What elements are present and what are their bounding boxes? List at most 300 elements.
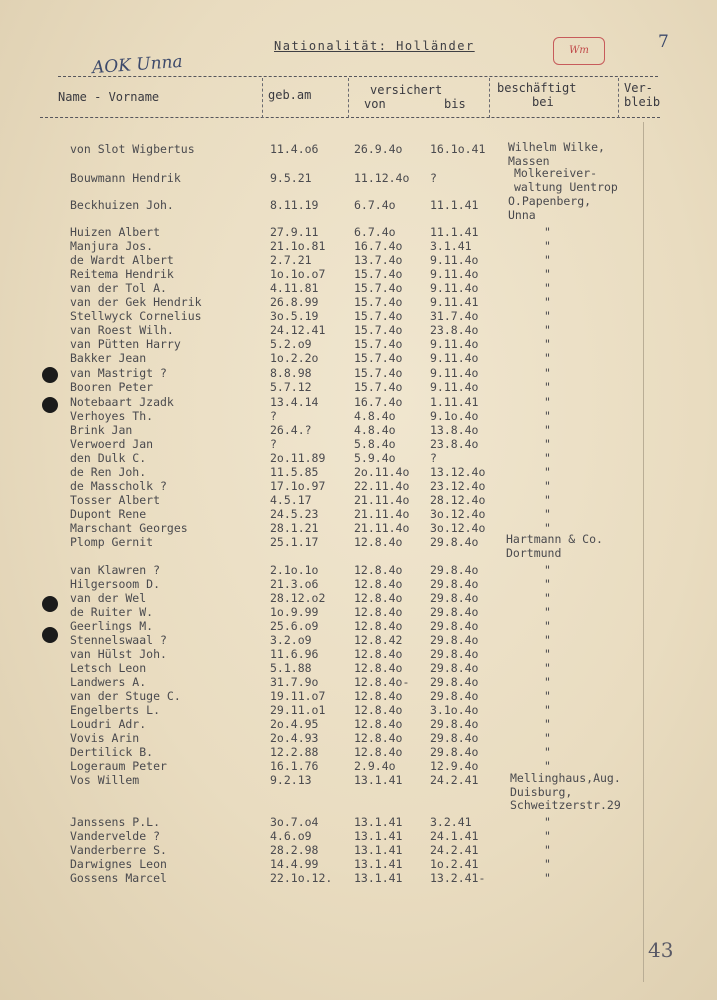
insured-from: 15.7.4o xyxy=(354,366,403,380)
ditto-mark xyxy=(0,409,717,423)
ditto-mark xyxy=(0,647,717,661)
ditto-mark xyxy=(0,366,717,380)
birth-date: 4.6.o9 xyxy=(270,829,312,843)
insured-from: 12.8.4o xyxy=(354,619,403,633)
ditto-mark xyxy=(0,437,717,451)
birth-date: 29.11.o1 xyxy=(270,703,326,717)
employer-entry xyxy=(508,141,605,168)
insured-to: 29.8.4o xyxy=(430,731,479,745)
person-name: Dupont Rene xyxy=(70,507,147,521)
ditto-mark xyxy=(0,253,717,267)
insured-from: 15.7.4o xyxy=(354,380,403,394)
person-name: Vovis Arin xyxy=(70,731,140,745)
header-employer: bei xyxy=(532,95,554,109)
insured-to: 9.11.4o xyxy=(430,337,479,351)
ditto-symbol: " xyxy=(544,309,551,323)
ditto-symbol: " xyxy=(544,323,551,337)
ditto-symbol: " xyxy=(544,843,551,857)
insured-from: 15.7.4o xyxy=(354,281,403,295)
header-whereabouts-2: bleib xyxy=(624,95,661,109)
person-name: van der Gek Hendrik xyxy=(70,295,202,309)
insured-from: 15.7.4o xyxy=(354,295,403,309)
ditto-mark xyxy=(0,745,717,759)
ditto-mark xyxy=(0,521,717,535)
ditto-symbol: " xyxy=(544,605,551,619)
punch-hole xyxy=(42,367,58,383)
ditto-symbol: " xyxy=(544,395,551,409)
header-bottom-rule xyxy=(40,117,660,118)
person-name: van Roest Wilh. xyxy=(70,323,174,337)
birth-date: 2o.4.95 xyxy=(270,717,319,731)
birth-date: 21.3.o6 xyxy=(270,577,319,591)
header-birthdate: geb.am xyxy=(268,88,312,102)
table-row xyxy=(0,198,717,212)
birth-date: 9.2.13 xyxy=(270,773,312,787)
person-name: Bouwmann Hendrik xyxy=(70,171,181,185)
birth-date: 2o.4.93 xyxy=(270,731,319,745)
insured-to: 1o.2.41 xyxy=(430,857,479,871)
insured-from: 13.1.41 xyxy=(354,773,403,787)
insured-from: 12.8.42 xyxy=(354,633,403,647)
ditto-mark xyxy=(0,451,717,465)
person-name: Dertilick B. xyxy=(70,745,154,759)
ditto-mark xyxy=(0,337,717,351)
insured-to: 11.1.41 xyxy=(430,225,479,239)
ditto-mark xyxy=(0,843,717,857)
insured-to: 11.1.41 xyxy=(430,198,479,212)
ditto-mark xyxy=(0,689,717,703)
insured-from: 12.8.4o xyxy=(354,535,403,549)
handwritten-aok-note: AOK Unna xyxy=(91,51,184,79)
birth-date: 24.5.23 xyxy=(270,507,319,521)
birth-date: 9.5.21 xyxy=(270,171,312,185)
insured-to: 3.2.41 xyxy=(430,815,472,829)
ditto-mark xyxy=(0,281,717,295)
person-name: Bakker Jean xyxy=(70,351,147,365)
birth-date: 11.5.85 xyxy=(270,465,319,479)
ditto-symbol: " xyxy=(544,577,551,591)
insured-to: 9.11.4o xyxy=(430,281,479,295)
column-divider xyxy=(618,78,619,118)
employer-line: Duisburg, xyxy=(510,784,573,799)
ditto-symbol: " xyxy=(544,815,551,829)
birth-date: 1o.2.2o xyxy=(270,351,319,365)
insured-from: 12.8.4o xyxy=(354,563,403,577)
birth-date: 1o.1o.o7 xyxy=(270,267,326,281)
insured-to: 29.8.4o xyxy=(430,675,479,689)
insured-to: 24.2.41 xyxy=(430,843,479,857)
header-top-rule xyxy=(58,76,658,77)
insured-from: 13.1.41 xyxy=(354,871,403,885)
insured-from: 13.1.41 xyxy=(354,829,403,843)
employer-line: Schweitzerstr.29 xyxy=(510,798,621,812)
person-name: Geerlings M. xyxy=(70,619,154,633)
birth-date: 13.4.14 xyxy=(270,395,319,409)
insured-from: 12.8.4o xyxy=(354,577,403,591)
ditto-symbol: " xyxy=(544,689,551,703)
person-name: de Masscholk ? xyxy=(70,479,167,493)
ditto-mark xyxy=(0,479,717,493)
punch-hole xyxy=(42,397,58,413)
insured-to: 16.1o.41 xyxy=(430,142,486,156)
ditto-symbol: " xyxy=(544,857,551,871)
employer-entry xyxy=(508,195,591,222)
insured-from: 12.8.4o xyxy=(354,703,403,717)
employer-line: Dortmund xyxy=(506,545,562,560)
insured-to: 29.8.4o xyxy=(430,661,479,675)
insured-from: 12.8.4o xyxy=(354,745,403,759)
birth-date: 5.2.o9 xyxy=(270,337,312,351)
person-name: van der Wel xyxy=(70,591,147,605)
ditto-symbol: " xyxy=(544,633,551,647)
person-name: Manjura Jos. xyxy=(70,239,154,253)
insured-from: 21.11.4o xyxy=(354,507,410,521)
insured-to: 3o.12.4o xyxy=(430,521,486,535)
insured-to: 29.8.4o xyxy=(430,633,479,647)
insured-to: 29.8.4o xyxy=(430,535,479,549)
employer-line: Hartmann & Co. xyxy=(506,532,603,546)
ditto-symbol: " xyxy=(544,745,551,759)
column-divider xyxy=(348,78,349,118)
birth-date: 26.8.99 xyxy=(270,295,319,309)
person-name: van der Stuge C. xyxy=(70,689,181,703)
ditto-symbol: " xyxy=(544,591,551,605)
insured-to: 29.8.4o xyxy=(430,563,479,577)
ditto-mark xyxy=(0,380,717,394)
employer-line: Mellinghaus,Aug. xyxy=(510,771,621,785)
employer-line: Molkereiver- xyxy=(514,166,598,180)
ditto-symbol: " xyxy=(544,281,551,295)
insured-to: 9.11.41 xyxy=(430,295,479,309)
ditto-symbol: " xyxy=(544,465,551,479)
handwritten-number: 43 xyxy=(648,938,674,962)
person-name: Verhoyes Th. xyxy=(70,409,154,423)
insured-to: 29.8.4o xyxy=(430,647,479,661)
employer-entry xyxy=(514,167,618,194)
punch-hole xyxy=(42,596,58,612)
page-title: Nationalität: Holländer xyxy=(274,39,475,53)
ditto-symbol: " xyxy=(544,337,551,351)
person-name: van Mastrigt ? xyxy=(70,366,167,380)
ditto-mark xyxy=(0,493,717,507)
person-name: Hilgersoom D. xyxy=(70,577,161,591)
birth-date: 8.8.98 xyxy=(270,366,312,380)
insured-to: ? xyxy=(430,451,437,465)
birth-date: 8.11.19 xyxy=(270,198,319,212)
birth-date: 17.1o.97 xyxy=(270,479,326,493)
ditto-mark xyxy=(0,759,717,773)
employer-line: Wilhelm Wilke, xyxy=(508,140,605,154)
insured-to: 3.1.41 xyxy=(430,239,472,253)
header-name: Name - Vorname xyxy=(58,90,160,104)
header-whereabouts: Ver- xyxy=(624,81,653,95)
ditto-mark xyxy=(0,675,717,689)
person-name: Vandervelde ? xyxy=(70,829,161,843)
ditto-mark xyxy=(0,351,717,365)
insured-to: 31.7.4o xyxy=(430,309,479,323)
birth-date: 5.7.12 xyxy=(270,380,312,394)
birth-date: 2o.11.89 xyxy=(270,451,326,465)
insured-to: 29.8.4o xyxy=(430,717,479,731)
insured-from: 6.7.4o xyxy=(354,225,396,239)
person-name: Gossens Marcel xyxy=(70,871,167,885)
insured-from: 4.8.4o xyxy=(354,423,396,437)
birth-date: 11.6.96 xyxy=(270,647,319,661)
person-name: Verwoerd Jan xyxy=(70,437,154,451)
person-name: Loudri Adr. xyxy=(70,717,147,731)
table-row xyxy=(0,532,717,549)
insured-from: 15.7.4o xyxy=(354,323,403,337)
person-name: Beckhuizen Joh. xyxy=(70,198,174,212)
ditto-mark xyxy=(0,871,717,885)
person-name: Stellwyck Cornelius xyxy=(70,309,202,323)
birth-date: 22.1o.12. xyxy=(270,871,333,885)
column-divider xyxy=(262,78,263,118)
header-to: bis xyxy=(444,97,466,111)
birth-date: 28.12.o2 xyxy=(270,591,326,605)
employer-line: waltung Uentrop xyxy=(514,179,618,194)
person-name: van Hülst Joh. xyxy=(70,647,167,661)
person-name: Tosser Albert xyxy=(70,493,161,507)
birth-date: 4.5.17 xyxy=(270,493,312,507)
ditto-mark xyxy=(0,267,717,281)
insured-to: 29.8.4o xyxy=(430,689,479,703)
ditto-symbol: " xyxy=(544,731,551,745)
ditto-mark xyxy=(0,829,717,843)
person-name: Vos Willem xyxy=(70,773,140,787)
birth-date: 26.4.? xyxy=(270,423,312,437)
birth-date: 31.7.9o xyxy=(270,675,319,689)
person-name: Vanderberre S. xyxy=(70,843,167,857)
birth-date: 27.9.11 xyxy=(270,225,319,239)
ditto-mark xyxy=(0,731,717,745)
insured-from: 21.11.4o xyxy=(354,493,410,507)
ditto-mark xyxy=(0,465,717,479)
insured-from: 2o.11.4o xyxy=(354,465,410,479)
insured-from: 15.7.4o xyxy=(354,351,403,365)
ditto-symbol: " xyxy=(544,366,551,380)
birth-date: 14.4.99 xyxy=(270,857,319,871)
ditto-mark xyxy=(0,605,717,619)
birth-date: 24.12.41 xyxy=(270,323,326,337)
insured-from: 13.7.4o xyxy=(354,253,403,267)
insured-from: 12.8.4o xyxy=(354,717,403,731)
person-name: de Wardt Albert xyxy=(70,253,174,267)
employer-line: Massen xyxy=(508,153,550,168)
birth-date: 11.4.o6 xyxy=(270,142,319,156)
employer-line: Unna xyxy=(508,207,536,222)
birth-date: 25.6.o9 xyxy=(270,619,319,633)
person-name: Engelberts L. xyxy=(70,703,161,717)
insured-from: 12.8.4o xyxy=(354,647,403,661)
person-name: Landwers A. xyxy=(70,675,147,689)
person-name: Logeraum Peter xyxy=(70,759,167,773)
employer-entry xyxy=(506,533,603,560)
ditto-symbol: " xyxy=(544,661,551,675)
person-name: den Dulk C. xyxy=(70,451,147,465)
insured-to: 13.2.41- xyxy=(430,871,486,885)
insured-from: 4.8.4o xyxy=(354,409,396,423)
birth-date: 2.7.21 xyxy=(270,253,312,267)
birth-date: 5.1.88 xyxy=(270,661,312,675)
insured-to: 24.2.41 xyxy=(430,773,479,787)
ditto-mark xyxy=(0,591,717,605)
ditto-symbol: " xyxy=(544,437,551,451)
person-name: Janssens P.L. xyxy=(70,815,161,829)
birth-date: 2.1o.1o xyxy=(270,563,319,577)
insured-to: 29.8.4o xyxy=(430,619,479,633)
insured-from: 26.9.4o xyxy=(354,142,403,156)
insured-to: 9.1o.4o xyxy=(430,409,479,423)
insured-from: 6.7.4o xyxy=(354,198,396,212)
insured-from: 12.8.4o xyxy=(354,591,403,605)
page-number: 7 xyxy=(658,32,669,52)
person-name: Booren Peter xyxy=(70,380,154,394)
ditto-symbol: " xyxy=(544,479,551,493)
insured-to: 1.11.41 xyxy=(430,395,479,409)
insured-to: 12.9.4o xyxy=(430,759,479,773)
insured-from: 5.9.4o xyxy=(354,451,396,465)
ditto-symbol: " xyxy=(544,829,551,843)
ditto-mark xyxy=(0,239,717,253)
insured-from: 5.8.4o xyxy=(354,437,396,451)
ditto-symbol: " xyxy=(544,295,551,309)
ditto-mark xyxy=(0,815,717,829)
ditto-symbol: " xyxy=(544,619,551,633)
birth-date: ? xyxy=(270,437,277,451)
insured-to: 29.8.4o xyxy=(430,591,479,605)
ditto-mark xyxy=(0,577,717,591)
birth-date: ? xyxy=(270,409,277,423)
birth-date: 21.1o.81 xyxy=(270,239,326,253)
insured-from: 15.7.4o xyxy=(354,337,403,351)
ditto-mark xyxy=(0,717,717,731)
red-initials-stamp: Wm xyxy=(553,37,605,65)
ditto-symbol: " xyxy=(544,253,551,267)
ditto-symbol: " xyxy=(544,647,551,661)
insured-to: 9.11.4o xyxy=(430,380,479,394)
person-name: van der Tol A. xyxy=(70,281,167,295)
insured-from: 22.11.4o xyxy=(354,479,410,493)
insured-from: 16.7.4o xyxy=(354,239,403,253)
ditto-mark xyxy=(0,633,717,647)
insured-to: 13.8.4o xyxy=(430,423,479,437)
ditto-symbol: " xyxy=(544,423,551,437)
birth-date: 28.2.98 xyxy=(270,843,319,857)
ditto-symbol: " xyxy=(544,703,551,717)
insured-to: 29.8.4o xyxy=(430,745,479,759)
ditto-mark xyxy=(0,423,717,437)
ditto-symbol: " xyxy=(544,239,551,253)
insured-from: 13.1.41 xyxy=(354,843,403,857)
ditto-mark xyxy=(0,225,717,239)
insured-from: 12.8.4o xyxy=(354,689,403,703)
insured-to: 28.12.4o xyxy=(430,493,486,507)
ditto-symbol: " xyxy=(544,717,551,731)
ditto-symbol: " xyxy=(544,563,551,577)
birth-date: 16.1.76 xyxy=(270,759,319,773)
person-name: Stennelswaal ? xyxy=(70,633,167,647)
ditto-mark xyxy=(0,619,717,633)
insured-from: 15.7.4o xyxy=(354,267,403,281)
ditto-symbol: " xyxy=(544,675,551,689)
insured-from: 12.8.4o xyxy=(354,661,403,675)
person-name: van Klawren ? xyxy=(70,563,161,577)
person-name: de Ruiter W. xyxy=(70,605,154,619)
ditto-mark xyxy=(0,661,717,675)
person-name: Darwignes Leon xyxy=(70,857,167,871)
insured-to: 3.1o.4o xyxy=(430,703,479,717)
employer-line: O.Papenberg, xyxy=(508,194,592,208)
birth-date: 25.1.17 xyxy=(270,535,319,549)
birth-date: 19.11.o7 xyxy=(270,689,326,703)
column-divider xyxy=(489,78,490,118)
insured-to: 29.8.4o xyxy=(430,577,479,591)
ditto-symbol: " xyxy=(544,507,551,521)
person-name: Letsch Leon xyxy=(70,661,147,675)
ditto-mark xyxy=(0,563,717,577)
insured-to: ? xyxy=(430,171,437,185)
insured-to: 29.8.4o xyxy=(430,605,479,619)
insured-from: 12.8.4o- xyxy=(354,675,410,689)
ditto-symbol: " xyxy=(544,409,551,423)
insured-to: 9.11.4o xyxy=(430,351,479,365)
insured-from: 13.1.41 xyxy=(354,857,403,871)
ditto-symbol: " xyxy=(544,759,551,773)
insured-to: 23.8.4o xyxy=(430,437,479,451)
ditto-mark xyxy=(0,295,717,309)
insured-from: 12.8.4o xyxy=(354,605,403,619)
ditto-symbol: " xyxy=(544,351,551,365)
person-name: Huizen Albert xyxy=(70,225,161,239)
header-insured: versichert xyxy=(370,83,443,97)
punch-hole xyxy=(42,627,58,643)
ditto-symbol: " xyxy=(544,521,551,535)
birth-date: 28.1.21 xyxy=(270,521,319,535)
ditto-symbol: " xyxy=(544,493,551,507)
birth-date: 3o.5.19 xyxy=(270,309,319,323)
ditto-mark xyxy=(0,857,717,871)
insured-from: 12.8.4o xyxy=(354,731,403,745)
insured-from: 13.1.41 xyxy=(354,815,403,829)
insured-from: 2.9.4o xyxy=(354,759,396,773)
ditto-symbol: " xyxy=(544,225,551,239)
person-name: Plomp Gernit xyxy=(70,535,154,549)
person-name: Notebaart Jzadk xyxy=(70,395,174,409)
person-name: von Slot Wigbertus xyxy=(70,142,195,156)
ditto-symbol: " xyxy=(544,267,551,281)
insured-from: 16.7.4o xyxy=(354,395,403,409)
insured-from: 15.7.4o xyxy=(354,309,403,323)
birth-date: 12.2.88 xyxy=(270,745,319,759)
birth-date: 3o.7.o4 xyxy=(270,815,319,829)
insured-to: 24.1.41 xyxy=(430,829,479,843)
ditto-mark xyxy=(0,323,717,337)
person-name: Brink Jan xyxy=(70,423,133,437)
insured-to: 23.8.4o xyxy=(430,323,479,337)
ditto-symbol: " xyxy=(544,380,551,394)
insured-to: 9.11.4o xyxy=(430,366,479,380)
table-row xyxy=(0,142,717,156)
insured-to: 9.11.4o xyxy=(430,267,479,281)
birth-date: 3.2.o9 xyxy=(270,633,312,647)
insured-from: 11.12.4o xyxy=(354,171,410,185)
birth-date: 1o.9.99 xyxy=(270,605,319,619)
birth-date: 4.11.81 xyxy=(270,281,319,295)
insured-from: 21.11.4o xyxy=(354,521,410,535)
ditto-mark xyxy=(0,395,717,409)
insured-to: 23.12.4o xyxy=(430,479,486,493)
